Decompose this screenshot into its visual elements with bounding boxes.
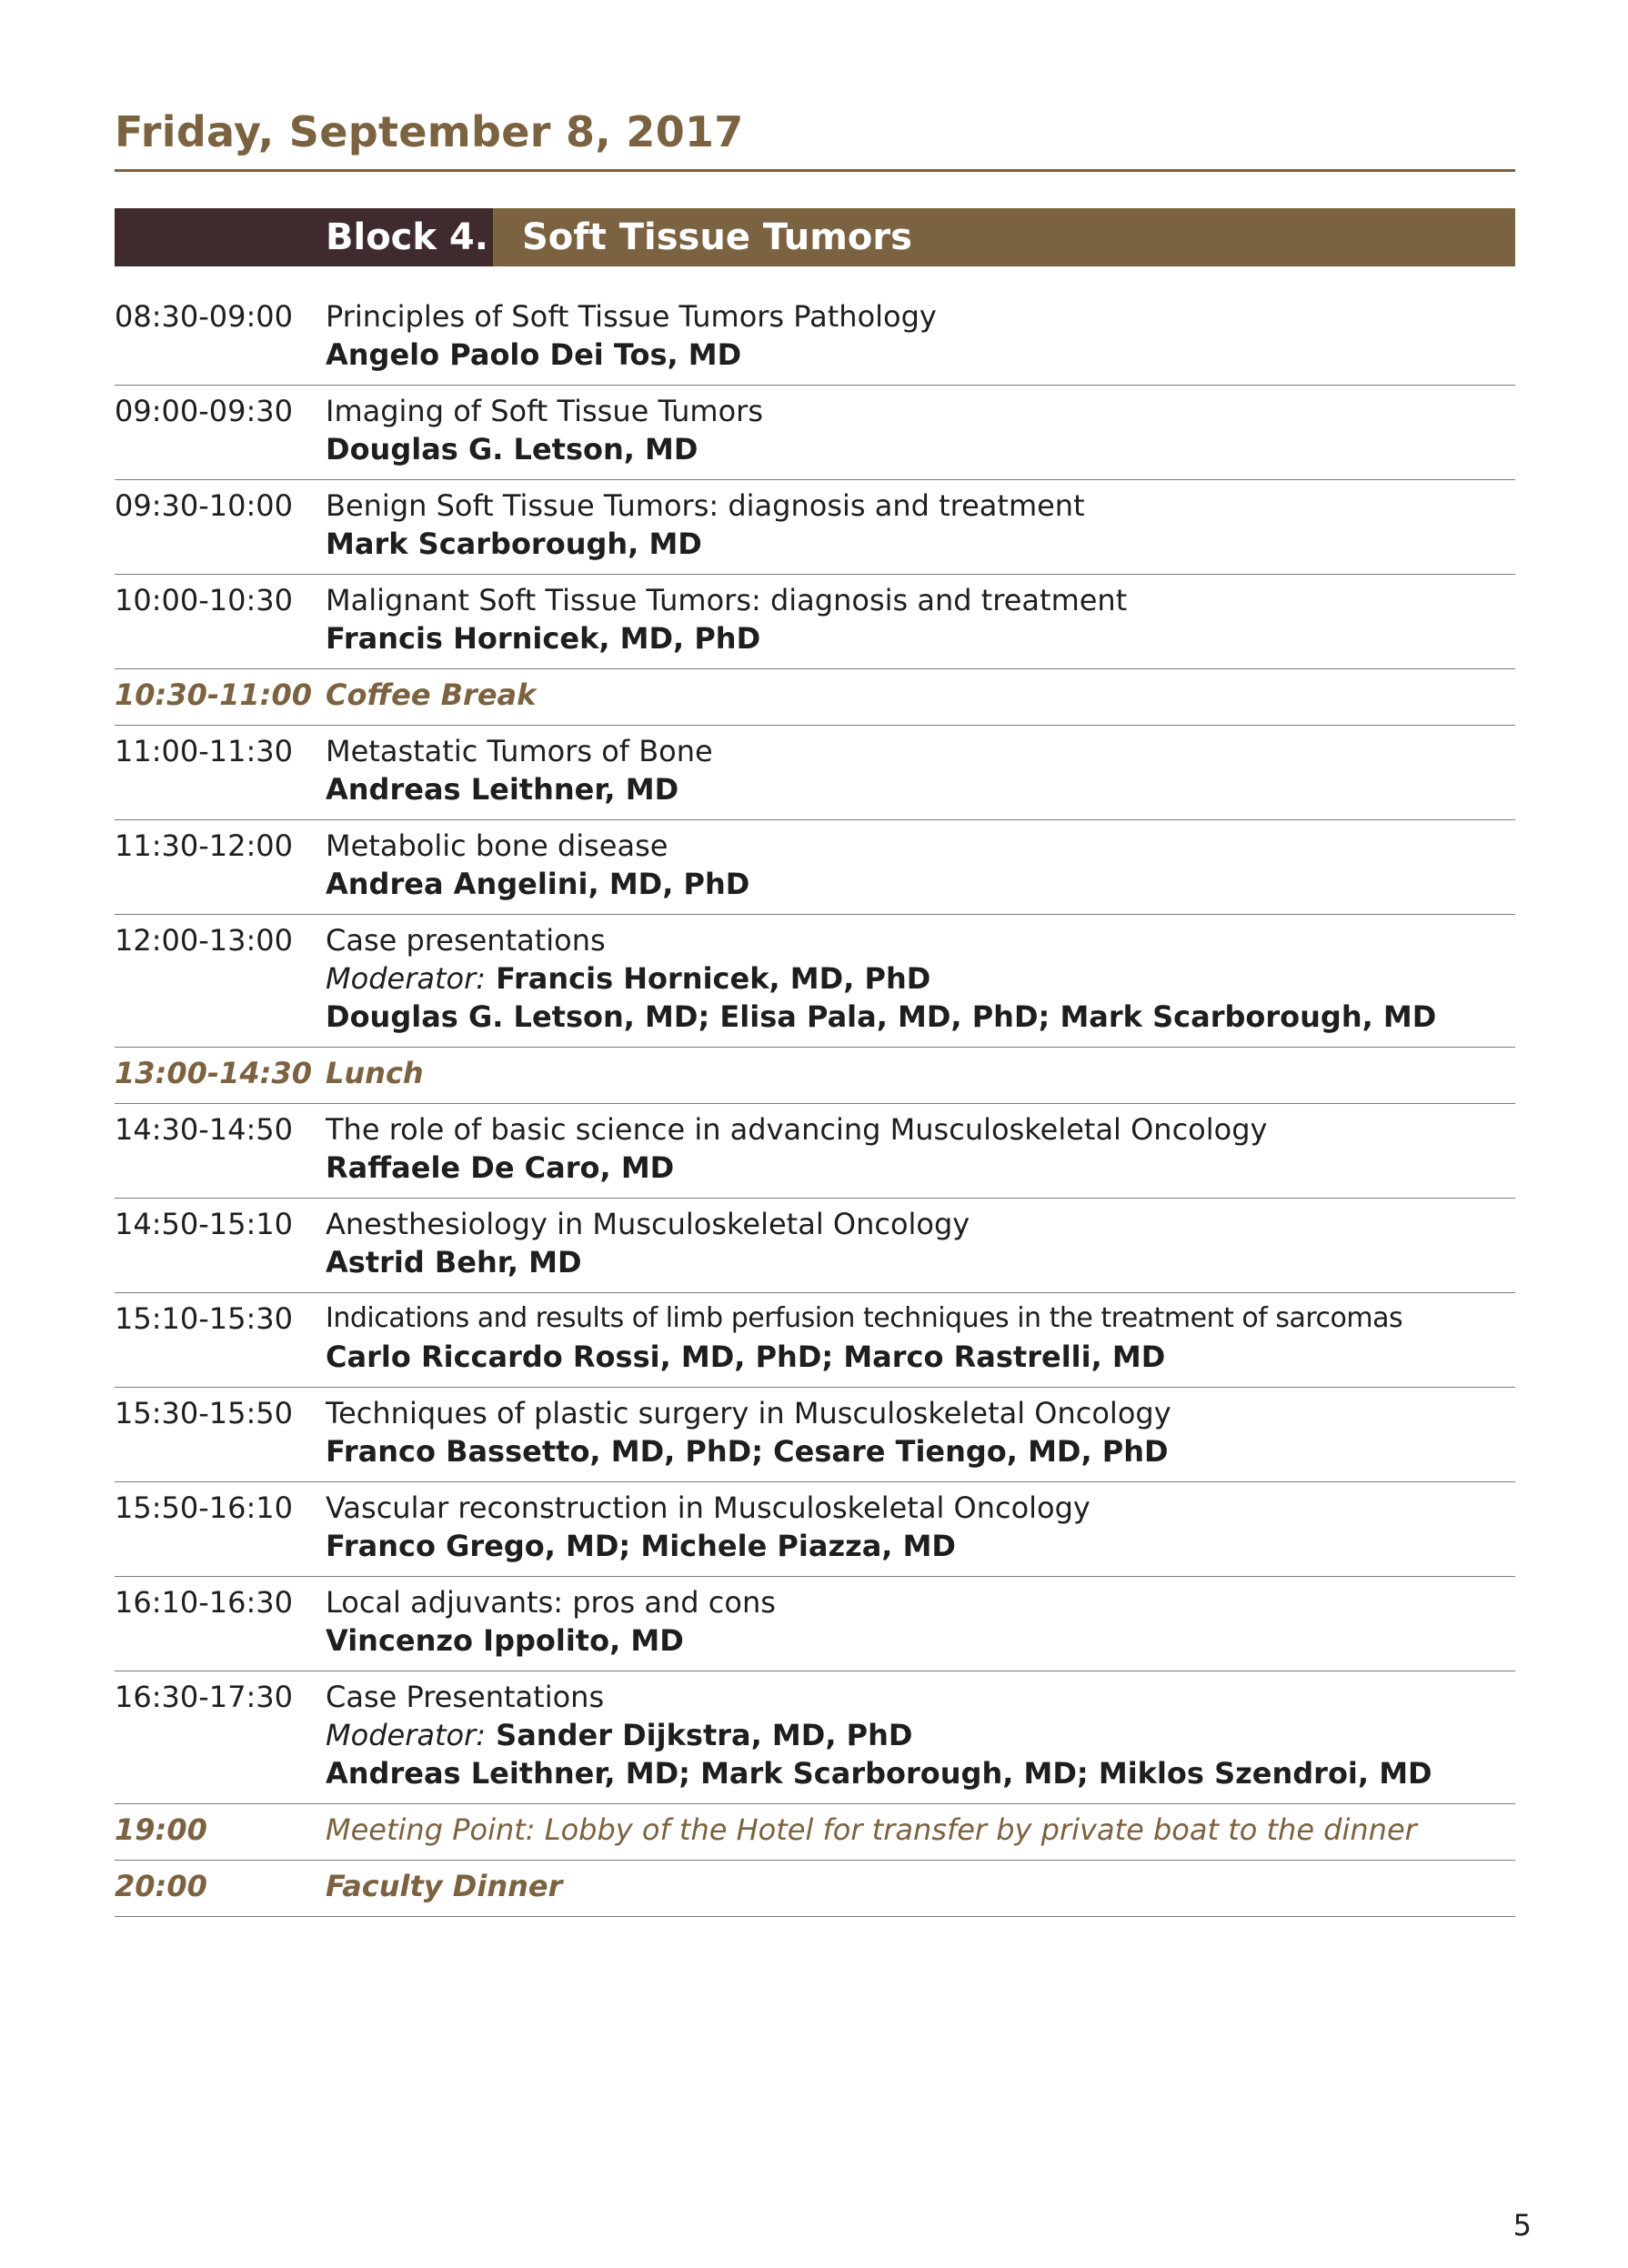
session-title: Vascular reconstruction in Musculoskeletal Oncology: [326, 1490, 1090, 1525]
moderator-line: [326, 1716, 1515, 1754]
session-title: Case presentations: [326, 923, 606, 958]
event-title: Faculty Dinner: [326, 1869, 563, 1903]
schedule-row: [115, 480, 1515, 575]
session-title: Local adjuvants: pros and cons: [326, 1585, 776, 1620]
event-row: [115, 1804, 1515, 1861]
schedule-row: [115, 291, 1515, 386]
session-content: [326, 1110, 1515, 1187]
session-time: 12:00-13:00: [115, 923, 293, 958]
schedule-row: [115, 1104, 1515, 1199]
session-time: 11:00-11:30: [115, 734, 293, 768]
schedule-row: [115, 1199, 1515, 1293]
session-title: Imaging of Soft Tissue Tumors: [326, 394, 763, 428]
session-content: [326, 1678, 1515, 1792]
session-speaker: Douglas G. Letson, MD; Elisa Pala, MD, PhD; Mark Scarborough, MD: [326, 999, 1437, 1034]
session-content: [326, 1300, 1515, 1376]
schedule-row: [115, 386, 1515, 480]
event-title: Meeting Point: Lobby of the Hotel for transfer by private boat to the dinner: [326, 1812, 1417, 1847]
session-speaker: Franco Bassetto, MD, PhD; Cesare Tiengo, MD, PhD: [326, 1434, 1169, 1469]
block-banner: [115, 208, 1515, 266]
schedule-list: [115, 291, 1515, 1917]
session-content: [326, 581, 1515, 657]
session-content: [326, 297, 1515, 374]
session-speaker: Franco Grego, MD; Michele Piazza, MD: [326, 1529, 956, 1563]
moderator-label: Moderator:: [326, 1718, 487, 1752]
session-speaker: Carlo Riccardo Rossi, MD, PhD; Marco Rastrelli, MD: [326, 1340, 1166, 1374]
session-speaker: Mark Scarborough, MD: [326, 527, 702, 561]
session-time: 09:00-09:30: [115, 394, 293, 428]
break-content: [326, 1054, 1515, 1092]
event-content: [326, 1867, 1515, 1905]
break-content: [326, 676, 1515, 714]
break-title: Coffee Break: [326, 677, 537, 712]
session-time: 15:30-15:50: [115, 1396, 293, 1430]
schedule-row: [115, 915, 1515, 1048]
event-row: [115, 1861, 1515, 1917]
event-content: [326, 1811, 1515, 1849]
moderator-line: [326, 959, 1515, 998]
session-speaker: Francis Hornicek, MD, PhD: [326, 621, 761, 656]
session-title: Anesthesiology in Musculoskeletal Oncology: [326, 1207, 970, 1241]
session-speaker: Angelo Paolo Dei Tos, MD: [326, 337, 742, 372]
session-speaker: Douglas G. Letson, MD: [326, 432, 698, 467]
session-content: [326, 1489, 1515, 1565]
session-content: [326, 1394, 1515, 1470]
moderator-label: Moderator:: [326, 961, 487, 996]
session-title: Techniques of plastic surgery in Musculoskeletal Oncology: [326, 1396, 1171, 1430]
block-number: Block 4.: [326, 216, 488, 258]
heading-rule: [115, 169, 1515, 172]
schedule-row: [115, 1482, 1515, 1577]
session-speaker: Vincenzo Ippolito, MD: [326, 1623, 684, 1658]
schedule-row: [115, 726, 1515, 820]
session-title: Metastatic Tumors of Bone: [326, 734, 713, 768]
page-number: 5: [1512, 2208, 1532, 2243]
session-content: [326, 392, 1515, 468]
block-number-cell: [115, 208, 493, 266]
session-speaker: Andreas Leithner, MD; Mark Scarborough, MD; Miklos Szendroi, MD: [326, 1756, 1432, 1791]
block-name: Soft Tissue Tumors: [522, 216, 912, 258]
break-time: 13:00-14:30: [115, 1056, 312, 1090]
session-time: 11:30-12:00: [115, 828, 293, 863]
session-title: Benign Soft Tissue Tumors: diagnosis and treatment: [326, 488, 1085, 523]
session-time: 14:30-14:50: [115, 1112, 293, 1147]
schedule-row: [115, 575, 1515, 669]
session-time: 09:30-10:00: [115, 488, 293, 523]
schedule-row: [115, 820, 1515, 915]
session-content: [326, 827, 1515, 903]
session-title: Case Presentations: [326, 1680, 605, 1714]
session-content: [326, 921, 1515, 1036]
session-time: 10:00-10:30: [115, 583, 293, 617]
block-name-cell: [493, 208, 1515, 266]
session-time: 08:30-09:00: [115, 299, 293, 334]
session-title: The role of basic science in advancing Musculoskeletal Oncology: [326, 1112, 1268, 1147]
schedule-row: [115, 1577, 1515, 1671]
session-time: 16:30-17:30: [115, 1680, 293, 1714]
break-time: 10:30-11:00: [115, 677, 312, 712]
session-time: 15:50-16:10: [115, 1490, 293, 1525]
session-title: Principles of Soft Tissue Tumors Pathology: [326, 299, 937, 334]
session-title: Malignant Soft Tissue Tumors: diagnosis and treatment: [326, 583, 1128, 617]
day-heading: Friday, September 8, 2017: [115, 107, 744, 156]
session-speaker: Astrid Behr, MD: [326, 1245, 582, 1280]
session-content: [326, 732, 1515, 808]
session-speaker: Andreas Leithner, MD: [326, 772, 679, 807]
event-time: 19:00: [115, 1812, 207, 1847]
schedule-row: [115, 1671, 1515, 1804]
session-time: 15:10-15:30: [115, 1301, 293, 1336]
session-speaker: Raffaele De Caro, MD: [326, 1150, 675, 1185]
session-speaker: Andrea Angelini, MD, PhD: [326, 867, 750, 901]
session-title: Metabolic bone disease: [326, 828, 668, 863]
session-content: [326, 1205, 1515, 1281]
break-title: Lunch: [326, 1056, 424, 1090]
session-content: [326, 487, 1515, 563]
moderator-name: Francis Hornicek, MD, PhD: [496, 961, 931, 996]
session-title: Indications and results of limb perfusion techniques in the treatment of sarcomas: [326, 1302, 1403, 1334]
session-content: [326, 1583, 1515, 1660]
break-row: [115, 669, 1515, 726]
break-row: [115, 1048, 1515, 1104]
schedule-row: [115, 1388, 1515, 1482]
moderator-name: Sander Dijkstra, MD, PhD: [496, 1718, 913, 1752]
session-time: 14:50-15:10: [115, 1207, 293, 1241]
schedule-row: [115, 1293, 1515, 1388]
session-time: 16:10-16:30: [115, 1585, 293, 1620]
event-time: 20:00: [115, 1869, 207, 1903]
